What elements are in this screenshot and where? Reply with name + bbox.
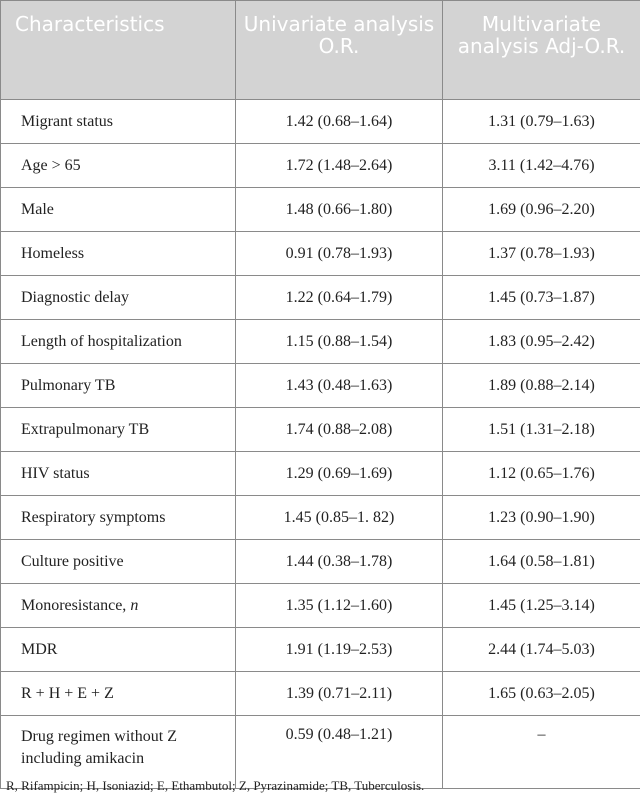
univariate-value: 1.35 (1.12–1.60) [236, 584, 443, 628]
table-header-row [1, 1, 640, 100]
multivariate-value: 1.69 (0.96–2.20) [443, 188, 640, 232]
row-label: Male [1, 188, 236, 232]
table-row [1, 188, 640, 232]
row-label: Pulmonary TB [1, 364, 236, 408]
table-row [1, 584, 640, 628]
row-label [1, 584, 236, 628]
multivariate-value: 1.64 (0.58–1.81) [443, 540, 640, 584]
univariate-value: 1.91 (1.19–2.53) [236, 628, 443, 672]
table-row [1, 452, 640, 496]
multivariate-value: 1.45 (1.25–3.14) [443, 584, 640, 628]
row-label: MDR [1, 628, 236, 672]
row-label: Diagnostic delay [1, 276, 236, 320]
table-row [1, 364, 640, 408]
univariate-value: 1.39 (0.71–2.11) [236, 672, 443, 716]
multivariate-value: 1.31 (0.79–1.63) [443, 100, 640, 144]
univariate-value: 0.91 (0.78–1.93) [236, 232, 443, 276]
univariate-value: 1.44 (0.38–1.78) [236, 540, 443, 584]
row-label: Extrapulmonary TB [1, 408, 236, 452]
row-label: Respiratory symptoms [1, 496, 236, 540]
multivariate-value: – [443, 716, 640, 789]
multivariate-value: 1.83 (0.95–2.42) [443, 320, 640, 364]
row-label: Homeless [1, 232, 236, 276]
multivariate-value: 1.45 (0.73–1.87) [443, 276, 640, 320]
row-label: Drug regimen without Z including amikacin [1, 716, 236, 789]
multivariate-value: 1.51 (1.31–2.18) [443, 408, 640, 452]
univariate-value: 1.42 (0.68–1.64) [236, 100, 443, 144]
table-row [1, 100, 640, 144]
multivariate-value: 1.65 (0.63–2.05) [443, 672, 640, 716]
row-label: Culture positive [1, 540, 236, 584]
row-label-text: Monoresistance, [21, 596, 131, 614]
multivariate-value: 1.23 (0.90–1.90) [443, 496, 640, 540]
univariate-value: 1.43 (0.48–1.63) [236, 364, 443, 408]
row-label: HIV status [1, 452, 236, 496]
univariate-value: 1.74 (0.88–2.08) [236, 408, 443, 452]
table-row [1, 496, 640, 540]
multivariate-value: 3.11 (1.42–4.76) [443, 144, 640, 188]
header-characteristics: Characteristics [1, 1, 236, 100]
multivariate-value: 1.89 (0.88–2.14) [443, 364, 640, 408]
row-label: Age > 65 [1, 144, 236, 188]
multivariate-value: 2.44 (1.74–5.03) [443, 628, 640, 672]
row-label-italic: n [130, 596, 139, 614]
row-label: Migrant status [1, 100, 236, 144]
row-label: R + H + E + Z [1, 672, 236, 716]
row-label: Length of hospitalization [1, 320, 236, 364]
univariate-value: 1.72 (1.48–2.64) [236, 144, 443, 188]
table-row [1, 276, 640, 320]
univariate-value: 1.29 (0.69–1.69) [236, 452, 443, 496]
multivariate-value: 1.12 (0.65–1.76) [443, 452, 640, 496]
table-row [1, 320, 640, 364]
univariate-value: 1.45 (0.85–1. 82) [236, 496, 443, 540]
table-row [1, 144, 640, 188]
univariate-value: 0.59 (0.48–1.21) [236, 716, 443, 789]
header-univariate: Univariate analysis O.R. [236, 1, 443, 100]
univariate-value: 1.15 (0.88–1.54) [236, 320, 443, 364]
multivariate-value: 1.37 (0.78–1.93) [443, 232, 640, 276]
univariate-value: 1.48 (0.66–1.80) [236, 188, 443, 232]
table-footnote: R, Rifampicin; H, Isoniazid; E, Ethambutol; Z, Pyrazinamide; TB, Tuberculosis. [6, 778, 425, 793]
table-row [1, 672, 640, 716]
header-multivariate: Multivariate analysis Adj-O.R. [443, 1, 640, 100]
table-row [1, 628, 640, 672]
table-row [1, 232, 640, 276]
table-row [1, 540, 640, 584]
table-row [1, 408, 640, 452]
univariate-value: 1.22 (0.64–1.79) [236, 276, 443, 320]
